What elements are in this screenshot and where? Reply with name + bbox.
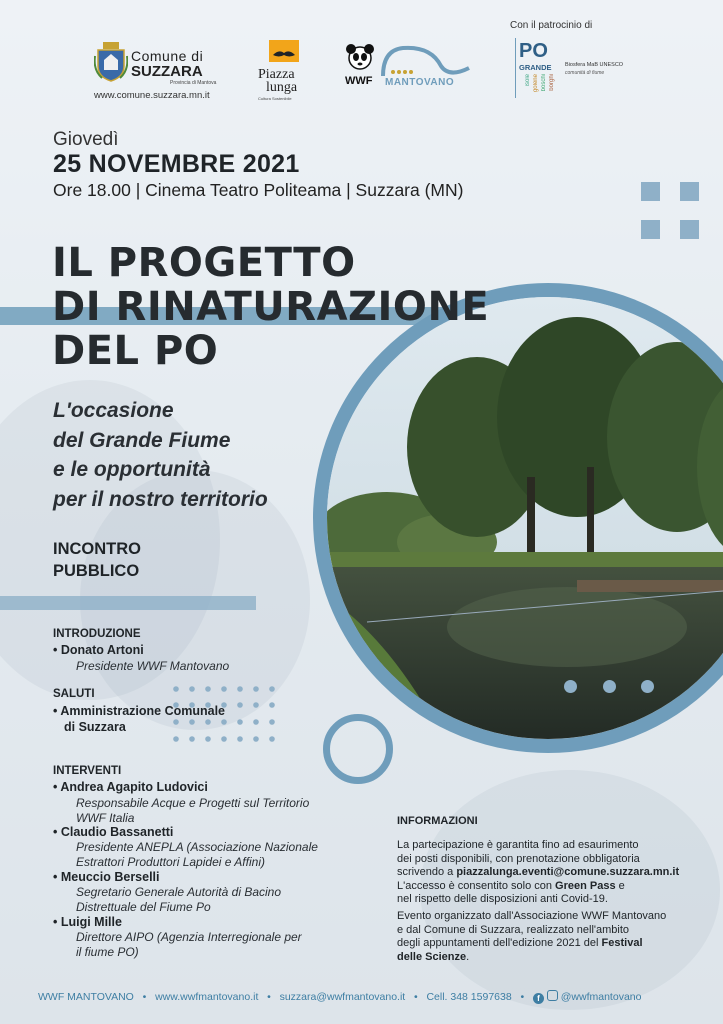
- piazza-lunga-badge-icon: [269, 40, 299, 62]
- speaker-role-line: Distrettuale del Fiume Po: [76, 900, 211, 914]
- incontro-line-2: PUBBLICO: [53, 562, 140, 580]
- interventi-heading: INTERVENTI: [53, 765, 122, 777]
- po-vertical-word: boschi: [541, 74, 547, 92]
- wwf-mantovano-label: MANTOVANO: [385, 77, 455, 88]
- info-line: [397, 866, 697, 880]
- decor-ring: [323, 714, 393, 784]
- title-line-2: DI RINATURAZIONE: [52, 284, 490, 330]
- info-line: Evento organizzato dall'Associazione WWF Mantovano: [397, 910, 667, 922]
- decor-square: [641, 220, 660, 239]
- saluti-line-2: di Suzzara: [64, 720, 126, 734]
- info-line-text: degli appuntamenti dell'edizione 2021 del: [397, 937, 602, 950]
- grande-label: GRANDE: [519, 63, 552, 72]
- piazza-lunga-logo: [256, 40, 306, 100]
- speaker-role: [76, 796, 309, 826]
- footer-separator: •: [520, 991, 525, 1003]
- info-line-text: .: [466, 950, 470, 963]
- speaker-role-line: Estrattori Produttori Lapidei e Affini): [76, 855, 265, 869]
- speaker-role-line: Responsabile Acque e Progetti sul Territorio: [76, 796, 310, 810]
- piazza-lunga-caption: Cultura Sostenibile: [258, 96, 292, 101]
- footer-org: WWF MANTOVANO: [38, 991, 134, 1003]
- biosphere-label: Biosfera MaB UNESCO: [565, 62, 624, 68]
- footer-email-link[interactable]: suzzara@wwfmantovano.it: [279, 991, 406, 1003]
- decor-square: [680, 182, 699, 201]
- incontro-pubblico: [53, 538, 141, 582]
- incontro-line-1: INCONTRO: [53, 540, 141, 558]
- po-grande-divider: [515, 38, 516, 98]
- speaker-role-line: il fiume PO): [76, 945, 139, 959]
- comune-name-line2: SUZZARA: [131, 63, 203, 80]
- speaker-role-line: Segretario Generale Autorità di Bacino: [76, 885, 282, 899]
- subtitle-line-4: per il nostro territorio: [53, 487, 268, 511]
- speaker-name: • Meuccio Berselli: [53, 870, 160, 884]
- comune-name-line1: Comune di: [131, 48, 204, 64]
- info-line: La partecipazione è garantita fino ad esaurimento: [397, 839, 639, 851]
- comune-url[interactable]: www.comune.suzzara.mn.it: [94, 90, 210, 101]
- subtitle: [53, 396, 268, 514]
- speaker-name: • Claudio Bassanetti: [53, 825, 174, 839]
- decor-square: [680, 220, 699, 239]
- speaker-role-line: Direttore AIPO (Agenzia Interregionale per: [76, 930, 302, 944]
- info-line-text: e: [615, 879, 625, 892]
- panda-icon: [345, 42, 375, 72]
- po-grande-logo: [513, 38, 638, 102]
- info-line: [397, 880, 697, 894]
- event-date: 25 NOVEMBRE 2021: [53, 150, 300, 178]
- info-line-text: L'accesso è consentito solo con: [397, 879, 556, 892]
- community-label: comunità di fiume: [565, 70, 605, 76]
- wwf-label: WWF: [345, 75, 373, 87]
- river-photo-circle: [313, 283, 723, 753]
- footer-phone: Cell. 348 1597638: [426, 991, 512, 1003]
- info-line: [397, 937, 707, 951]
- piazza-lunga-line2: lunga: [266, 80, 298, 95]
- wave-icon: [381, 44, 471, 80]
- event-details: Ore 18.00 | Cinema Teatro Politeama | Suzzara (MN): [53, 180, 464, 200]
- decor-dot: [564, 680, 577, 693]
- introduzione-role: Presidente WWF Mantovano: [76, 659, 230, 673]
- subtitle-line-2: del Grande Fiume: [53, 428, 231, 452]
- decor-dot: [603, 680, 616, 693]
- event-weekday: Giovedì: [53, 129, 119, 150]
- speaker-role: [76, 840, 318, 870]
- introduzione-heading: INTRODUZIONE: [53, 628, 141, 640]
- footer-separator: •: [414, 991, 418, 1003]
- accent-bar-bottom: [0, 596, 256, 610]
- speaker-role: [76, 885, 281, 915]
- po-label: PO: [519, 40, 548, 62]
- footer-separator: •: [267, 991, 271, 1003]
- patrocinio-label: Con il patrocinio di: [510, 20, 593, 31]
- info-paragraph-1: [397, 839, 697, 907]
- title-line-3: DEL PO: [52, 328, 219, 374]
- info-heading: INFORMAZIONI: [397, 815, 478, 827]
- info-paragraph-2: [397, 910, 707, 964]
- festival-label: delle Scienze: [397, 950, 467, 963]
- festival-label: Festival: [601, 937, 643, 950]
- info-line-text: scrivendo a: [397, 866, 457, 879]
- footer-site-link[interactable]: www.wwfmantovano.it: [155, 991, 259, 1003]
- saluti-line-1: • Amministrazione Comunale: [53, 704, 225, 718]
- speaker-role-line: WWF Italia: [76, 811, 135, 825]
- speaker-role-line: Presidente ANEPLA (Associazione Nazionale: [76, 840, 318, 854]
- footer: [38, 990, 641, 1004]
- info-line: e dal Comune di Suzzara, realizzato nell'ambito: [397, 923, 629, 936]
- comune-logo: [94, 40, 224, 102]
- instagram-icon[interactable]: [547, 990, 558, 1001]
- green-pass-label: Green Pass: [555, 879, 616, 892]
- footer-separator: •: [142, 991, 147, 1003]
- piazza-lunga-line1: Piazza: [258, 67, 295, 82]
- facebook-icon[interactable]: f: [533, 993, 544, 1004]
- title-line-1: IL PROGETTO: [52, 240, 356, 286]
- po-vertical-word: isole: [525, 74, 531, 87]
- decor-square: [641, 182, 660, 201]
- introduzione-speaker: • Donato Artoni: [53, 643, 144, 657]
- info-line: [397, 951, 707, 965]
- po-vertical-word: golene: [533, 74, 539, 93]
- info-line: nel rispetto delle disposizioni anti Covid-19.: [397, 893, 608, 906]
- po-vertical-word: borghi: [549, 74, 555, 91]
- coat-of-arms-icon: [94, 42, 128, 82]
- speaker-name: • Andrea Agapito Ludovici: [53, 780, 208, 794]
- info-line: dei posti disponibili, con prenotazione obbligatoria: [397, 852, 640, 865]
- subtitle-line-1: L'occasione: [53, 399, 174, 422]
- speaker-name: • Luigi Mille: [53, 915, 122, 929]
- subtitle-line-3: e le opportunità: [53, 458, 211, 481]
- wwf-mantovano-logo: [343, 40, 473, 92]
- booking-email-link[interactable]: piazzalunga.eventi@comune.suzzara.mn.it: [456, 866, 680, 879]
- speaker-role: [76, 930, 302, 960]
- footer-social-handle[interactable]: @wwfmantovano: [560, 991, 642, 1003]
- comune-province: Provincia di Mantova: [170, 80, 217, 86]
- decor-dot: [641, 680, 654, 693]
- saluti-heading: SALUTI: [53, 688, 95, 700]
